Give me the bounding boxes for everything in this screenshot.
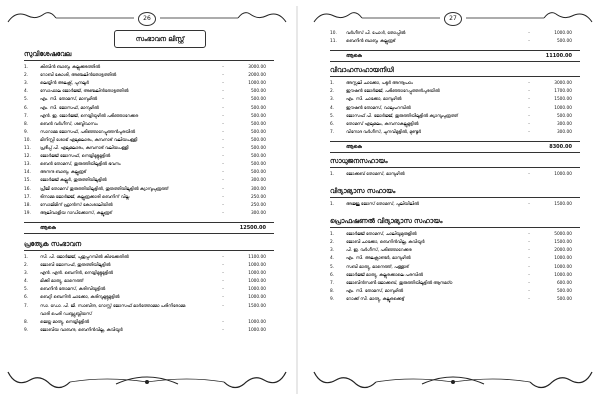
- list-item: [330, 264, 580, 272]
- list-item: [330, 272, 580, 280]
- donation-amount: 500.00: [556, 39, 572, 45]
- donation-amount: 1500.00: [248, 303, 266, 309]
- item-number: 1.: [24, 254, 29, 260]
- item-number: 2.: [24, 263, 29, 268]
- donation-amount: 1500.00: [554, 240, 572, 246]
- list-item: [24, 161, 274, 169]
- donor-name: തോമസ് എലുമലം, കമ്പനാകല്ലുമൂട്ടിൽ: [346, 121, 419, 127]
- donation-amount: 2000.00: [248, 73, 266, 79]
- book-gutter: [296, 6, 298, 394]
- item-number: 1.: [330, 81, 335, 87]
- dash: -: [222, 81, 224, 87]
- donation-amount: 500.00: [556, 113, 572, 119]
- dash: -: [222, 146, 224, 151]
- item-number: 1.: [24, 65, 29, 70]
- dash: -: [222, 186, 224, 192]
- donor-name: എൻ. ഇ. ജോർജ്ജ്, നെയ്യിയുഴിൽ പടിഞ്ഞാറേക്കര: [40, 113, 139, 119]
- total-row: [330, 141, 580, 153]
- list-item: [330, 105, 580, 113]
- donor-name: അസ്സലി ചാക്കോ, പടൂർ അന്നൂപഠം: [346, 81, 413, 87]
- donor-name: ജോബിയ വാബന്ദ, ബെനിൻവില്ല, കവിയൂർ: [40, 327, 123, 333]
- item-number: 7.: [24, 303, 29, 309]
- item-number: 7.: [24, 113, 29, 119]
- donation-amount: 500.00: [250, 113, 266, 119]
- donation-amount: 300.00: [556, 121, 572, 127]
- list-item: [24, 88, 274, 96]
- donor-name: എൻ. എൻ. ബെനിൻ, നെയ്യിമൂട്ടുമൂട്ടിൽ: [40, 271, 113, 277]
- item-number: 1.: [330, 171, 335, 177]
- dash: -: [222, 89, 224, 95]
- dash: -: [222, 113, 224, 119]
- dash: -: [222, 129, 224, 135]
- dash: -: [222, 105, 224, 111]
- dash: -: [528, 296, 530, 302]
- donation-amount: 500.00: [250, 162, 266, 168]
- dash: -: [222, 303, 224, 309]
- item-number: 6.: [330, 272, 335, 278]
- list-item: [330, 280, 580, 288]
- dash: -: [222, 65, 224, 70]
- donor-name: പി. ഇ. വർഗീസ്, പടിഞ്ഞാറേക്കര: [346, 248, 412, 254]
- item-number: 5.: [330, 113, 335, 119]
- bottom-ornament: [312, 366, 594, 392]
- donation-amount: 500.00: [556, 296, 572, 302]
- item-number: 7.: [330, 280, 335, 286]
- donor-name: ജോർജ്ജ് തോമസ്, ചാലിയൂമുരുളിൽ: [346, 232, 417, 238]
- dash: -: [528, 248, 530, 254]
- list-item: [24, 64, 274, 72]
- donation-amount: 300.00: [250, 210, 266, 216]
- donor-name: വിനോദ വർഗീസ്, ചുനവിമൂട്ടിൽ, മുണ്ടൂർ: [346, 129, 421, 135]
- item-number: 5.: [24, 287, 29, 293]
- donation-amount: 1500.00: [554, 202, 572, 207]
- item-number: 8.: [24, 319, 29, 325]
- dash: -: [528, 31, 530, 36]
- donation-amount: 500.00: [250, 137, 266, 143]
- dash: -: [222, 319, 224, 325]
- section-heading: പ്രൊഫഷണൽ വിദ്യാഭ്യാസ സഹായം: [330, 217, 580, 228]
- list-item: [24, 137, 274, 145]
- donation-amount: 500.00: [250, 146, 266, 151]
- donation-amount: 500.00: [250, 121, 266, 127]
- item-number: 7.: [330, 129, 335, 135]
- list-item: [24, 80, 274, 88]
- list-item: [330, 296, 580, 304]
- donation-amount: 1000.00: [248, 271, 266, 277]
- list-item: [24, 194, 274, 202]
- donor-name: സബി മാത്യു, മാനെത്ത്, പള്ളാട്: [346, 264, 409, 270]
- donation-amount: 1000.00: [554, 264, 572, 270]
- donation-amount: 3000.00: [554, 81, 572, 87]
- donation-amount: 500.00: [556, 288, 572, 294]
- item-number: 3.: [330, 97, 335, 103]
- dash: -: [528, 171, 530, 177]
- total-label: ആകെ: [346, 143, 362, 150]
- item-number: 2.: [330, 240, 335, 246]
- list-item: [330, 96, 580, 104]
- list-item: [330, 171, 580, 179]
- donation-amount: 500.00: [250, 105, 266, 111]
- dash: -: [222, 162, 224, 168]
- donor-name: എം. സി. ചാക്കോ, മാമ്പുഴിൽ: [346, 97, 402, 103]
- dash: -: [222, 271, 224, 277]
- item-number: 16.: [24, 186, 31, 192]
- item-number: 9.: [330, 296, 335, 302]
- section-heading: വിവാഹസഹായനിധി: [330, 66, 580, 77]
- list-item: [24, 294, 274, 302]
- item-number: 4.: [330, 256, 335, 262]
- donor-name: ജോബി ജോസഫ്, തുരുത്തിയിലൂട്ടിൽ: [40, 263, 111, 268]
- donor-name: മിനിസ്സി ശോഭ് എലുമലാരം, കുമ്പനാട് വലിയപള്ളി: [40, 137, 138, 143]
- dash: -: [528, 113, 530, 119]
- item-number: 10.: [24, 137, 31, 143]
- donor-name: സാ. ഡോ. പി. ജി. സാബിന്ദ, റോസ്റ്റ് ജോസഫ് മാർത്തോമ്മാ പരിനിരോമ്മ: [40, 303, 186, 309]
- donation-amount: 500.00: [250, 129, 266, 135]
- list-item: [24, 270, 274, 278]
- dash: -: [222, 254, 224, 260]
- donor-name: ഈഷൻ ജോർജ്ജ്, പടിഞ്ഞാറേപ്പുത്തൻപുരയിൽ: [346, 89, 440, 95]
- donor-name: അനന്ദ ബാബു, കല്ലൂരൂട്: [40, 170, 87, 176]
- list-item: [330, 247, 580, 255]
- donation-amount: 1000.00: [248, 327, 266, 333]
- donation-amount: 500.00: [250, 89, 266, 95]
- donor-name: ജെയ്നു മാത്യു, നെയ്യിമൂട്ടിൽ: [40, 319, 89, 325]
- donor-name: എം. സി. അലക്സാണ്ടർ, മാമ്പുഴിൽ: [346, 256, 411, 262]
- total-label: ആകെ: [346, 53, 362, 60]
- right-content: [330, 30, 580, 364]
- list-item: [24, 327, 274, 335]
- list-item: [24, 210, 274, 218]
- item-number: 6.: [24, 295, 29, 301]
- list-item: [330, 255, 580, 263]
- dash: -: [528, 39, 530, 45]
- list-item: [24, 286, 274, 294]
- list-item: [330, 239, 580, 247]
- donation-amount: 500.00: [250, 97, 266, 103]
- dash: -: [222, 121, 224, 127]
- list-item: [24, 121, 274, 129]
- list-item: [330, 201, 580, 209]
- donor-name: എം. സി. തോമസ്, മാമ്പുഴിൽ: [346, 288, 403, 294]
- item-number: 15.: [24, 178, 31, 184]
- list-item: [330, 288, 580, 296]
- dash: -: [222, 295, 224, 301]
- item-number: 11.: [24, 146, 31, 151]
- item-number: 4.: [24, 279, 29, 285]
- donation-amount: 1000.00: [554, 171, 572, 177]
- donor-name: സി. പി. ജോർജ്ജ്, പുതുപ്പറമ്പിൽ കിഴക്കേതിൽ: [40, 254, 129, 260]
- list-item: [24, 129, 274, 137]
- donor-name: ജോബിൻസൺ ജോക്കബ്, തുരുത്തിയിലൂട്ടിൽ ആനമഠ്ഠ: [346, 280, 453, 286]
- donation-amount: 1000.00: [248, 263, 266, 268]
- item-number: 4.: [330, 105, 335, 111]
- donor-name: അജ്ജു ജോസ് തോമസ്, പുലിയിലിൽ: [346, 202, 419, 207]
- item-number: 13.: [24, 162, 31, 168]
- total-amount: 12500.00: [239, 224, 266, 231]
- page-number: 27: [444, 12, 462, 26]
- dash: -: [222, 178, 224, 184]
- donation-amount: 1000.00: [554, 31, 572, 36]
- list-item: [24, 311, 274, 319]
- item-number: 12.: [24, 154, 31, 160]
- donor-name: എം. സി. തോമസ്, മാമ്പുഴിൽ: [40, 97, 97, 103]
- item-number: 11.: [330, 39, 337, 45]
- donor-name: പ്രദീപ്പ് പി. എലുമലാരം, കുമ്പനാട് വലിയപള്ളി: [40, 146, 129, 151]
- item-number: 5.: [330, 264, 335, 270]
- item-number: 9.: [24, 129, 29, 135]
- page-title: സംഭാവന ലിസ്റ്റ്: [114, 30, 206, 48]
- donation-amount: 1000.00: [248, 319, 266, 325]
- total-label: ആകെ: [40, 224, 56, 231]
- list-item: [24, 169, 274, 177]
- dash: -: [528, 264, 530, 270]
- donor-name: വാരി പെരി ഡബ്ല്യുബ്ലിയസ്: [40, 311, 92, 317]
- donation-amount: 500.00: [250, 154, 266, 160]
- dash: -: [222, 202, 224, 208]
- section-heading: സാധുജനസഹായം: [330, 157, 580, 168]
- donation-amount: 250.00: [250, 202, 266, 208]
- dash: -: [528, 105, 530, 111]
- donation-amount: 1700.00: [554, 89, 572, 95]
- item-number: 3.: [330, 248, 335, 254]
- donation-amount: 500.00: [250, 170, 266, 176]
- list-item: [330, 231, 580, 239]
- item-number: 18.: [24, 202, 31, 208]
- dash: -: [528, 240, 530, 246]
- item-number: 17.: [24, 194, 31, 200]
- donor-name: മിക്കി മാത്യു, മാനെത്ത്: [40, 279, 84, 285]
- dash: -: [528, 121, 530, 127]
- list-item: [24, 262, 274, 270]
- donor-name: ബെൻ തോമസ്, തുരുത്തിയിലൂട്ടിൽ ഭവനം: [40, 162, 121, 168]
- list-item: [330, 129, 580, 137]
- section-heading: പ്രത്യേക സംഭാവന: [24, 240, 274, 251]
- item-number: 3.: [24, 271, 29, 277]
- list-item: [24, 303, 274, 311]
- list-item: [24, 145, 274, 153]
- item-number: 1.: [330, 202, 335, 207]
- donation-amount: 5000.00: [554, 232, 572, 238]
- donor-name: സാറാമ്മ ജോസഫ്, പടിഞ്ഞാറേപ്പുത്തൻപുരയിൽ: [40, 129, 135, 135]
- item-number: 8.: [24, 121, 29, 127]
- donation-amount: 1000.00: [554, 272, 572, 278]
- list-item: [24, 202, 274, 210]
- dash: -: [528, 232, 530, 238]
- item-number: 8.: [330, 288, 335, 294]
- item-number: 6.: [330, 121, 335, 127]
- dash: -: [222, 73, 224, 79]
- dash: -: [528, 89, 530, 95]
- donor-name: ടിനാമ്മ ജോർജ്ജ്, കല്ലൂരൂക്കാരി ബെനിന് വില്ല: [40, 194, 129, 200]
- donor-name: ജോർജ്ജ് കല്ലൂർ, തുരുത്തിയിലൂട്ടിൽ: [40, 178, 107, 184]
- item-number: 6.: [24, 105, 29, 111]
- item-number: 19.: [24, 210, 31, 216]
- list-item: [24, 278, 274, 286]
- donor-name: ജോർജ്ജ് ജോസഫ്, നെയ്യിമൂട്ടുമൂട്ടിൽ: [40, 154, 111, 160]
- page-number: 26: [138, 12, 156, 26]
- total-row: [24, 222, 274, 234]
- donation-amount: 3000.00: [248, 65, 266, 70]
- donor-name: റോബി കോശി, അഞ്ചലിൻതോട്ടത്തിൽ: [40, 73, 117, 79]
- donation-amount: 300.00: [250, 186, 266, 192]
- donor-name: ജോക്കബ് തോമസ്, മാമ്പുഴിൽ: [346, 171, 405, 177]
- donor-name: ബെനിൻ തോമസ്, കരിമ്പിയൂട്ടിൽ: [40, 287, 106, 293]
- donor-name: ഈഷൻ തോമസ്, വാലുപറമ്പിൽ: [346, 105, 411, 111]
- dash: -: [222, 97, 224, 103]
- donor-name: ജോസഫ് പി. ജോർജ്ജ്, തുരുത്തിയിലൂട്ടിൽ ക്യാമ്പൂപുരൂത്ത്: [346, 113, 458, 119]
- list-item: [24, 186, 274, 194]
- list-item: [24, 96, 274, 104]
- total-row: [330, 50, 580, 62]
- dash: -: [528, 272, 530, 278]
- section-heading: വിദ്യാഭ്യാസ സഹായം: [330, 187, 580, 198]
- donation-amount: 2000.00: [554, 248, 572, 254]
- dash: -: [222, 154, 224, 160]
- list-item: [24, 113, 274, 121]
- total-amount: 8300.00: [549, 143, 572, 150]
- dash: -: [222, 170, 224, 176]
- list-item: [24, 153, 274, 161]
- donor-name: വർഗീസ് പി. പോൾ, തോപ്പിൽ: [346, 31, 406, 36]
- donor-name: പ്രീജി തോമസ് തുരുത്തിയിലൂട്ടിൽ, തുരുത്തിയിലൂട്ടിൽ ക്യാമ്പൂപുരൂത്ത്: [40, 186, 169, 192]
- dash: -: [222, 287, 224, 293]
- dash: -: [528, 288, 530, 294]
- donor-name: ജോർജ്ജ് മാത്യു, കല്ലുരക്കാലെ പരമ്പിൽ: [346, 272, 423, 278]
- list-item: [24, 254, 274, 262]
- item-number: 2.: [24, 73, 29, 79]
- dash: -: [528, 129, 530, 135]
- dash: -: [528, 202, 530, 207]
- list-item: [330, 80, 580, 88]
- bottom-ornament: [6, 366, 288, 392]
- dash: -: [222, 137, 224, 143]
- donor-name: ആലിവാളിയ റാഡിക്കോസ്, കല്ലൂരൂട്: [40, 210, 112, 216]
- left-content: [24, 30, 274, 364]
- total-amount: 11100.00: [545, 53, 572, 60]
- donation-amount: 1000.00: [248, 81, 266, 87]
- dash: -: [222, 210, 224, 216]
- donation-amount: 1000.00: [248, 279, 266, 285]
- donation-amount: 1000.00: [554, 105, 572, 111]
- donor-name: റോക്ക് സി. മാത്യു, കല്ലൂരക്കെട്ട്: [346, 296, 405, 302]
- donor-name: കിബിൻ ബാബു, കല്ലുക്കടത്തിൽ: [40, 65, 100, 70]
- item-number: 10.: [330, 31, 337, 36]
- list-item: [330, 113, 580, 121]
- dash: -: [222, 194, 224, 200]
- item-number: 4.: [24, 89, 29, 95]
- donation-amount: 1000.00: [248, 295, 266, 301]
- dash: -: [222, 263, 224, 268]
- donation-amount: 1000.00: [248, 287, 266, 293]
- list-item: [24, 105, 274, 113]
- item-number: 5.: [24, 97, 29, 103]
- donor-name: എം. സി. ജോസഫ്, മാമ്പുഴിൽ: [40, 105, 99, 111]
- donor-name: ബെനിൻ ബാബു, കല്ലൂരൂട്: [346, 39, 396, 45]
- item-number: 14.: [24, 170, 31, 176]
- donation-amount: 1500.00: [554, 97, 572, 103]
- donation-amount: 600.00: [556, 280, 572, 286]
- list-item: [330, 121, 580, 129]
- donor-name: സോഫാല ജോർജ്ജ്, അഞ്ചലിൻതോട്ടത്തിൽ: [40, 89, 129, 95]
- donor-name: ബെൻ വർഗീസ്, ശബ്ദിവാസം: [40, 121, 98, 127]
- dash: -: [222, 279, 224, 285]
- list-item: [330, 38, 580, 46]
- donation-amount: 300.00: [556, 129, 572, 135]
- list-item: [24, 319, 274, 327]
- donor-name: സോജിമിന് ഫ്രാൻസ് കോശാലിയിൽ: [40, 202, 113, 208]
- donation-amount: 300.00: [250, 178, 266, 184]
- list-item: [24, 72, 274, 80]
- section-heading: സുവിശേഷവേല: [24, 50, 274, 61]
- dash: -: [528, 81, 530, 87]
- dash: -: [528, 280, 530, 286]
- donation-amount: 1100.00: [248, 254, 266, 260]
- left-page: [6, 8, 288, 392]
- list-item: [330, 30, 580, 38]
- list-item: [330, 88, 580, 96]
- item-number: 1.: [330, 232, 335, 238]
- donor-name: ബെറ്റി ബെനിൻ ചാക്കോ, കരിമ്പൂമൂട്ടുമൂട്ടിൽ: [40, 295, 120, 301]
- donation-amount: 250.00: [250, 194, 266, 200]
- donor-name: ലെയ്യിൻ അലക്സ്, പുനലൂർ: [40, 81, 89, 87]
- donor-name: ജോബി ചാക്കോ, ബെനിൻവില്ല, കവിയൂർ: [346, 240, 425, 246]
- right-page: [312, 8, 594, 392]
- item-number: 3.: [24, 81, 29, 87]
- item-number: 2.: [330, 89, 335, 95]
- dash: -: [528, 256, 530, 262]
- donation-amount: 1000.00: [554, 256, 572, 262]
- dash: -: [222, 327, 224, 333]
- list-item: [24, 177, 274, 185]
- item-number: 9.: [24, 327, 29, 333]
- dash: -: [528, 97, 530, 103]
